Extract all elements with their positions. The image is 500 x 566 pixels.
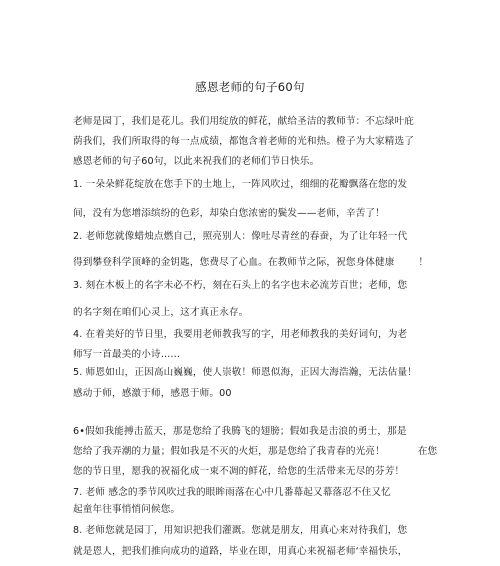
paragraph-line: 的名字刻在咱们心灵上，这才真正永存。 [73,307,249,318]
paragraph-line: 6•假如我能搏击蓝天，那是您给了我腾飞的翅膀；假如我是击浪的勇士，那是 [73,426,407,437]
paragraph-line: 2. 老师您就像蜡烛点燃自己，照亮别人：像吐尽青丝的春蚕，为了让年轻一代 [73,231,408,242]
paragraph-line: 起童年往事悄悄问候您。 [73,504,181,515]
paragraph-line: 老师是园丁，我们是花儿。我们用绽放的鲜花，献给圣洁的教师节：不忘绿叶庇 [73,116,415,127]
paragraph-line: 7. 老师 感念的季节风吹过我的眼眸雨落在心中几番幕起又幕落忍不住又忆 [73,487,391,498]
paragraph-line: 1. 一朵朵鲜花绽放在您手下的土地上，一阵风吹过，细细的花瓣飘落在您的发 [73,179,408,190]
paragraph-line: 感动于师，感激于师，感恩于师。00 [73,388,232,399]
paragraph-line [73,446,437,458]
paragraph-line: 师写一首最美的小诗…… [73,349,181,360]
paragraph-line: 8. 老师您就是园丁，用知识把我们灌溉。您就是朋友，用真心来对待我们，您 [73,525,408,536]
paragraph-line: 您的节日里，愿我的祝福化成一束不凋的鲜花，给您的生活带来无尽的芬芳！ [73,466,405,477]
line-suffix: 在您 [417,446,438,457]
page-title: 感恩老师的句子60句 [195,80,305,94]
paragraph-line: 就是恩人，把我们推向成功的道路，毕业在即，用真心来祝福老师‘幸福快乐， [73,546,408,557]
line-text: 您给了我弄潮的力量；假如我是不灭的火炬，那是您给了我青春的光亮！ [73,446,385,457]
paragraph-line: 间，没有为您增添缤纷的色彩，却染白您浓密的鬓发——老师，辛苦了！ [73,208,385,219]
paragraph-line: 4. 在着美好的节日里，我要用老师教我写的字，用老师教我的美好词句，为老 [73,329,408,340]
paragraph-line: 荫我们，我们所取得的每一点成绩，都饱含着老师的光和热。橙子为大家精选了 [73,136,415,147]
paragraph-line: 感恩老师的句子60句，以此来祝我们的老师们节日快乐。 [73,156,320,167]
paragraph-line [73,257,428,269]
line-suffix: ！ [418,257,429,268]
line-text: 得到攀登科学顶峰的金钥匙，您费尽了心血。在教师节之际，祝您身体健康 [73,257,395,268]
paragraph-line: 3. 刻在木板上的名字未必不朽，刻在石头上的名字也未必流芳百世；老师，您 [73,280,408,291]
paragraph-line: 5. 师恩如山，正因高山巍巍，使人崇敬！师恩似海，正因大海浩瀚，无法估量！ [73,367,417,378]
